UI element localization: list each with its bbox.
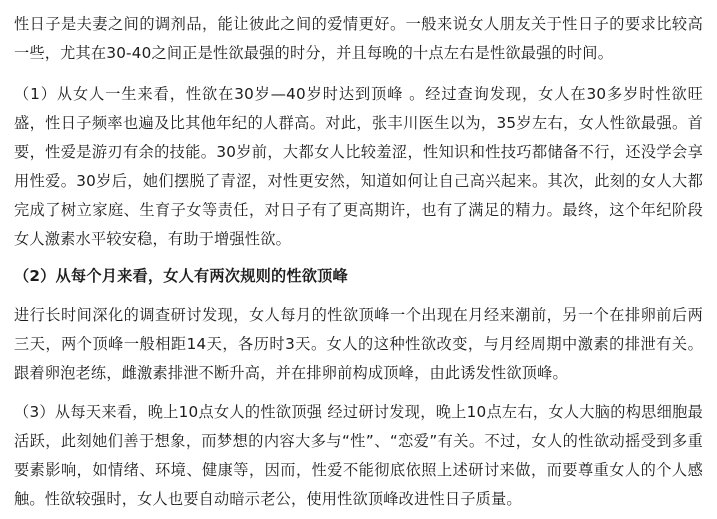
paragraph-intro: 性日子是夫妻之间的调剂品，能让彼此之间的爱情更好。一般来说女人朋友关于性日子的要求比较高一些，尤其在30-40之间正是性欲最强的时分，并且每晚的十点左右是性欲最强的时间。: [14, 15, 703, 62]
paragraph-section-1: （1）从女人一生来看，性欲在30岁—40岁时达到顶峰 。经过查询发现，女人在30多岁时性欲旺盛，性日子频率也遍及比其他年纪的人群高。对此，张丰川医生以为，35岁左右，女人性欲最强。首要，性爱是游刃有余的技能。30岁前，大都女人比较羞涩，性知识和性技巧都储备不行，还没学会享用性爱。30岁后，她们摆脱了青涩，对性更安然，知道如何让自己高兴起来。其次，此刻的女人大都完成了树立家庭、生育子女等责任，对日子有了更高期许，也有了满足的精力。最终，这个年纪阶段女人激素水平较安稳，有助于增强性欲。: [14, 85, 703, 248]
paragraph-section-2-body: 进行长时间深化的调查研讨发现，女人每月的性欲顶峰一个出现在月经来潮前，另一个在排卵前后两三天，两个顶峰一般相距14天，各历时3天。女人的这种性欲改变，与月经周期中激素的排泄有关。跟着卵泡老练，雌激素排泄不断升高，并在排卵前构成顶峰，由此诱发性欲顶峰。: [14, 306, 703, 382]
heading-section-2: （2）从每个月来看，女人有两次规则的性欲顶峰: [14, 267, 348, 285]
paragraph-section-3: （3）从每天来看，晚上10点女人的性欲顶强 经过研讨发现，晚上10点左右，女人大脑的构思细胞最活跃，此刻她们善于想象，而梦想的内容大多与“性”、“恋爱”有关。不过，女人的性欲动摇受到多重要素影响，如情绪、环境、健康等，因而，性爱不能彻底依照上述研讨来做，而要尊重女人的个人感触。性欲较强时，女人也要自动暗示老公，使用性欲顶峰改进性日子质量。: [14, 403, 703, 508]
